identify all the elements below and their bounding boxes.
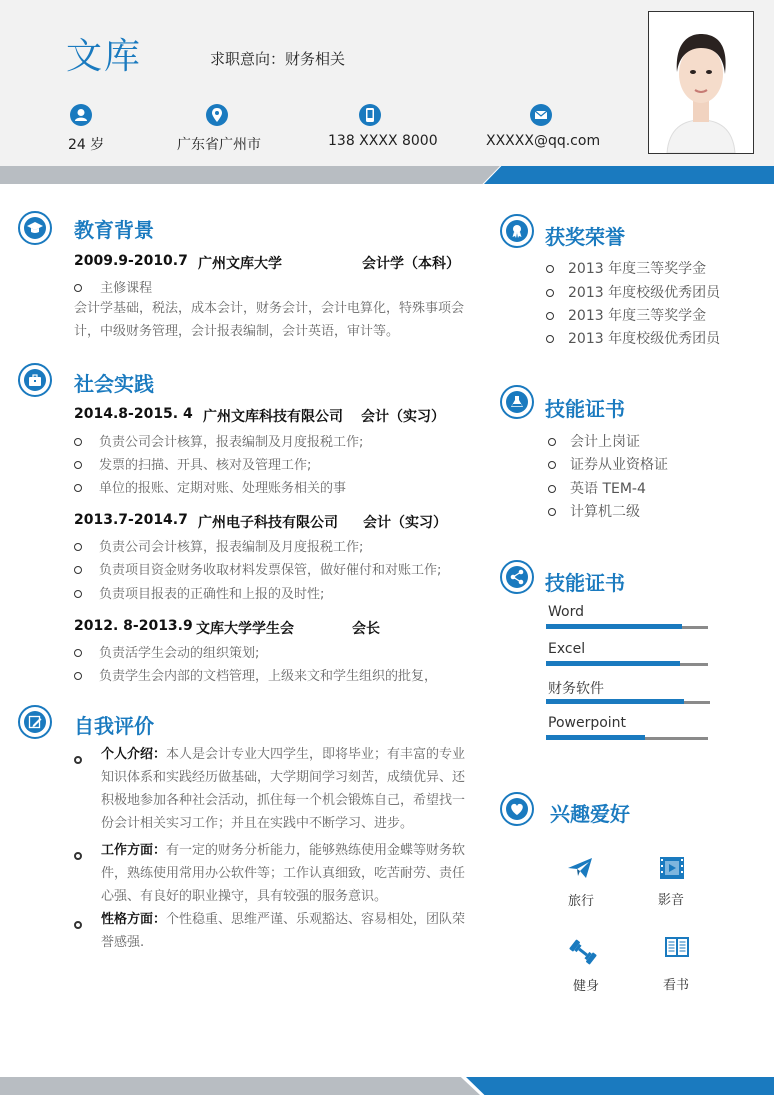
job-role: 会长: [352, 621, 380, 637]
bullet-circle-icon: [546, 265, 554, 273]
award-item-text: 2013 年度三等奖学金: [568, 261, 707, 277]
cert-item: [548, 431, 640, 451]
course-label-text: 主修课程: [100, 281, 153, 296]
education-title: 教育背景: [74, 218, 154, 242]
location-icon: [206, 104, 228, 126]
list-item-text: 负责学生会内部的文档管理，上级来文和学生组织的批复，: [99, 669, 438, 684]
list-item-text: 负责项目报表的正确性和上报的及时性;: [99, 587, 325, 602]
bullet-dot-icon: [74, 749, 82, 768]
phone-text: 138 XXXX 8000: [328, 133, 438, 149]
bullet-circle-icon: [74, 438, 82, 446]
self-item-text: 本人是会计专业大四学生，即将毕业；有丰富的专业知识体系和实践经历做基础，大学期间学习刻苦，成绩优异、还积极地参加各种社会活动，抓住每一个机会锻炼自己，希望找一份会计相关实习工作；并且在实践中不断学习、进步。: [101, 747, 466, 831]
skill-name: Word: [548, 604, 584, 620]
skill-bar-fill: [546, 661, 680, 666]
bullet-dot-icon: [74, 845, 82, 864]
award-item-text: 2013 年度校级优秀团员: [568, 285, 721, 301]
list-item-text: 负责公司会计核算，报表编制及月度报税工作;: [99, 435, 364, 450]
location-text: 广东省广州市: [177, 137, 261, 153]
list-item-text: 负责公司会计核算，报表编制及月度报税工作;: [99, 540, 364, 555]
skill-name: Excel: [548, 641, 586, 657]
hobby-label: 影音: [657, 893, 684, 908]
graduation-cap-icon: [18, 211, 52, 245]
user-icon: [70, 104, 92, 126]
job-org: 文库大学学生会: [196, 621, 294, 637]
award-item: [546, 305, 706, 325]
self-evaluation-title: 自我评价: [74, 714, 154, 738]
email-text: XXXXX@qq.com: [486, 133, 601, 149]
candidate-name: 文库: [66, 36, 143, 77]
education-major: 会计学（本科）: [362, 256, 460, 272]
hobby-label: 健身: [572, 979, 599, 994]
job-period: 2013.7-2014.7: [74, 512, 188, 528]
course-list: 会计学基础，税法，成本会计，财务会计，会计电算化，特殊事项会计，中级财务管理，会计报表编制，会计英语，审计等。: [74, 301, 465, 339]
skills-title: 技能证书: [545, 571, 625, 595]
hobbies-title: 兴趣爱好: [550, 802, 630, 826]
hobby-label: 旅行: [567, 894, 594, 909]
list-item: [74, 642, 259, 661]
award-item: [546, 328, 720, 348]
heart-icon: [500, 792, 534, 826]
phone-icon: [359, 104, 381, 126]
self-item-text: 有一定的财务分析能力，能够熟练使用金蝶等财务软件，熟练使用常用办公软件等；工作认真细致，吃苦耐劳、责任心强、有良好的职业操守，具有较强的服务意识。: [101, 843, 466, 904]
self-item-text: 个性稳重、思维严谨、乐观豁达、容易相处，团队荣誉感强.: [101, 912, 466, 950]
list-item: [74, 454, 311, 473]
film-icon: [659, 855, 685, 885]
education-period: 2009.9-2010.7: [74, 253, 188, 269]
skill-bar: [546, 626, 708, 629]
profile-photo: [648, 11, 754, 154]
list-item: [74, 431, 363, 450]
bullet-circle-icon: [74, 484, 82, 492]
skill-bar: [546, 737, 708, 740]
hobby-label: 看书: [662, 978, 689, 993]
practice-title: 社会实践: [74, 372, 154, 396]
self-item-intro: [101, 743, 467, 835]
age-text: 24 岁: [68, 137, 105, 153]
edit-icon: [18, 705, 52, 739]
list-item: [74, 665, 437, 684]
cert-item-text: 会计上岗证: [570, 434, 640, 450]
self-item-personality: [101, 908, 467, 954]
self-item-work: [101, 839, 467, 908]
list-item: [74, 536, 363, 555]
job-period: 2012. 8-2013.9: [74, 618, 193, 634]
list-item-text: 发票的扫描、开具、核对及管理工作;: [99, 458, 312, 473]
job-role: 会计（实习）: [363, 515, 447, 531]
medal-icon: [500, 214, 534, 248]
bullet-circle-icon: [546, 289, 554, 297]
bullet-circle-icon: [548, 485, 556, 493]
award-item: [546, 282, 720, 302]
bullet-circle-icon: [74, 672, 82, 680]
list-item: [74, 559, 441, 578]
top-gray-bar: [0, 166, 500, 184]
skill-bar: [546, 663, 708, 666]
bullet-circle-icon: [548, 438, 556, 446]
share-icon: [500, 560, 534, 594]
plane-icon: [565, 854, 595, 886]
bullet-circle-icon: [74, 461, 82, 469]
top-blue-bar: [484, 166, 774, 184]
course-label: [74, 277, 152, 296]
bullet-circle-icon: [74, 543, 82, 551]
award-item-text: 2013 年度校级优秀团员: [568, 331, 721, 347]
bullet-circle-icon: [548, 461, 556, 469]
awards-title: 获奖荣誉: [545, 225, 625, 249]
job-intent: 求职意向：财务相关: [210, 50, 346, 68]
bullet-circle-icon: [74, 284, 82, 292]
job-org: 广州电子科技有限公司: [198, 515, 338, 531]
bullet-circle-icon: [74, 590, 82, 598]
skill-name: Powerpoint: [548, 715, 627, 731]
bullet-circle-icon: [546, 312, 554, 320]
award-item-text: 2013 年度三等奖学金: [568, 308, 707, 324]
job-org: 广州文库科技有限公司: [203, 409, 343, 425]
skill-bar-fill: [546, 699, 684, 704]
certs-title: 技能证书: [545, 397, 625, 421]
skill-bar-fill: [546, 735, 645, 740]
bottom-gray-bar: [0, 1077, 480, 1095]
self-item-label: 个人介绍：: [101, 747, 167, 762]
cert-item-text: 证券从业资格证: [570, 457, 668, 473]
education-school: 广州文库大学: [198, 256, 282, 272]
briefcase-icon: [18, 363, 52, 397]
self-item-label: 性格方面：: [101, 912, 167, 927]
cert-item-text: 计算机二级: [570, 504, 640, 520]
self-item-label: 工作方面：: [101, 843, 167, 858]
cert-item: [548, 454, 668, 474]
skill-bar-fill: [546, 624, 682, 629]
bullet-circle-icon: [548, 508, 556, 516]
bullet-dot-icon: [74, 914, 82, 933]
award-item: [546, 258, 706, 278]
bullet-circle-icon: [546, 335, 554, 343]
list-item: [74, 583, 324, 602]
list-item-text: 负责活学生会动的组织策划;: [99, 646, 260, 661]
cert-item: [548, 501, 640, 521]
list-item-text: 负责项目资金财务收取材料发票保管，做好催付和对账工作;: [99, 563, 442, 578]
skill-name: 财务软件: [548, 681, 604, 697]
cert-item-text: 英语 TEM-4: [570, 481, 646, 497]
bullet-circle-icon: [74, 566, 82, 574]
mail-icon: [530, 104, 552, 126]
book-icon: [663, 933, 691, 965]
dumbbell-icon: [567, 937, 599, 971]
job-role: 会计（实习）: [361, 409, 445, 425]
bottom-blue-bar: [466, 1077, 774, 1095]
flask-icon: [500, 385, 534, 419]
list-item-text: 单位的报账、定期对账、处理账务相关的事: [99, 481, 347, 496]
job-period: 2014.8-2015. 4: [74, 406, 193, 422]
bullet-circle-icon: [74, 649, 82, 657]
cert-item: [548, 478, 646, 498]
list-item: [74, 477, 346, 496]
skill-bar: [546, 701, 710, 704]
